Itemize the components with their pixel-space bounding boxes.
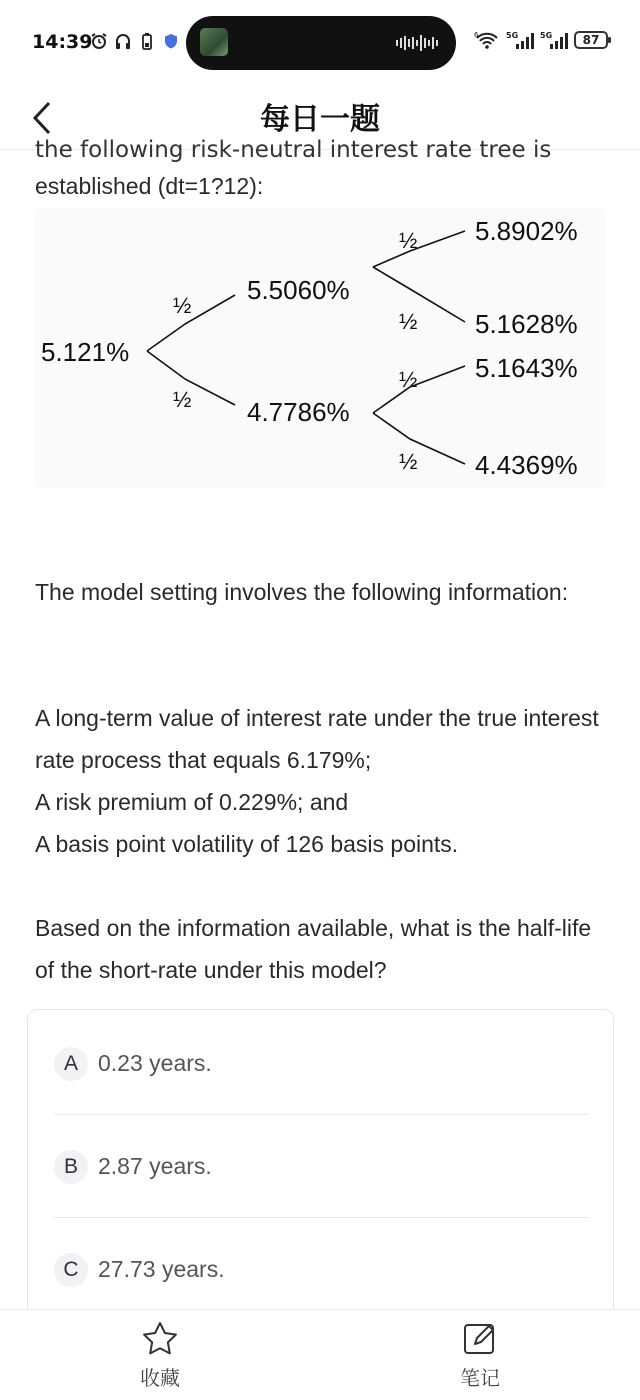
tree-leaf-rate: 5.1628% <box>475 309 578 339</box>
tree-branch <box>373 231 465 267</box>
notes-label: 笔记 <box>460 1366 500 1390</box>
edit-note-icon <box>461 1320 499 1358</box>
notes-button[interactable] <box>440 1320 520 1391</box>
question-intro: established (dt=1?12): <box>35 173 264 199</box>
status-bar <box>0 0 640 86</box>
option-a[interactable] <box>54 1012 588 1115</box>
audio-wave-icon <box>396 35 438 51</box>
dynamic-island <box>186 16 456 70</box>
headphones-icon <box>114 32 132 50</box>
tree-probability: ½ <box>399 228 418 253</box>
option-text: 27.73 years. <box>98 1256 225 1282</box>
question-prompt: Based on the information available, what is the half-life of the short-rate under this model? <box>35 915 592 983</box>
tree-leaf-rate: 5.1643% <box>475 353 578 383</box>
svg-text:5G: 5G <box>506 31 519 40</box>
option-letter: A <box>54 1047 88 1081</box>
tree-branch <box>373 413 465 464</box>
star-icon <box>141 1320 179 1358</box>
question-paragraph: The model setting involves the following information: <box>35 579 569 605</box>
signal-icon <box>506 30 534 50</box>
option-letter: C <box>54 1253 88 1287</box>
tree-leaf-rate: 4.4369% <box>475 450 578 480</box>
tree-node-rate: 5.5060% <box>247 275 350 305</box>
tree-probability: ½ <box>399 449 418 474</box>
tree-probability: ½ <box>173 293 192 318</box>
signal-icon-2 <box>540 30 568 50</box>
favorite-button[interactable] <box>120 1320 200 1391</box>
tree-branch <box>373 267 465 322</box>
bottom-action-bar <box>0 1309 640 1400</box>
question-paragraph: A basis point volatility of 126 basis points. <box>35 831 459 857</box>
status-time: 14:39 <box>32 31 93 53</box>
option-letter: B <box>54 1150 88 1184</box>
tree-branch <box>373 366 465 413</box>
option-c[interactable] <box>54 1218 588 1321</box>
alarm-icon <box>90 32 108 50</box>
question-paragraph: A risk premium of 0.229%; and <box>35 789 349 815</box>
answer-options <box>27 1009 614 1339</box>
question-text-partial: the following risk-neutral interest rate tree is <box>35 137 552 163</box>
tree-diagram <box>35 209 605 487</box>
tree-probability: ½ <box>399 367 418 392</box>
interest-rate-tree <box>35 209 605 487</box>
wifi-icon <box>474 30 500 50</box>
favorite-label: 收藏 <box>140 1366 180 1390</box>
page-title: 每日一题 <box>260 102 380 137</box>
svg-text:6: 6 <box>474 31 479 39</box>
question-content[interactable] <box>0 137 640 1309</box>
question-paragraph: A long-term value of interest rate under the true interest rate process that equals 6.179%; <box>35 705 599 773</box>
status-right-icons <box>474 30 608 50</box>
shield-icon <box>162 32 180 50</box>
svg-text:5G: 5G <box>540 31 553 40</box>
tree-root-rate: 5.121% <box>41 337 130 367</box>
tree-leaf-rate: 5.8902% <box>475 216 578 246</box>
media-thumbnail <box>200 28 228 56</box>
option-text: 0.23 years. <box>98 1050 212 1076</box>
option-text: 2.87 years. <box>98 1153 212 1179</box>
tree-node-rate: 4.7786% <box>247 397 350 427</box>
battery-saver-icon <box>138 32 156 50</box>
status-left-icons <box>90 32 180 50</box>
tree-probability: ½ <box>399 309 418 334</box>
battery-indicator: 87 <box>574 31 608 49</box>
tree-probability: ½ <box>173 387 192 412</box>
option-b[interactable] <box>54 1115 588 1218</box>
